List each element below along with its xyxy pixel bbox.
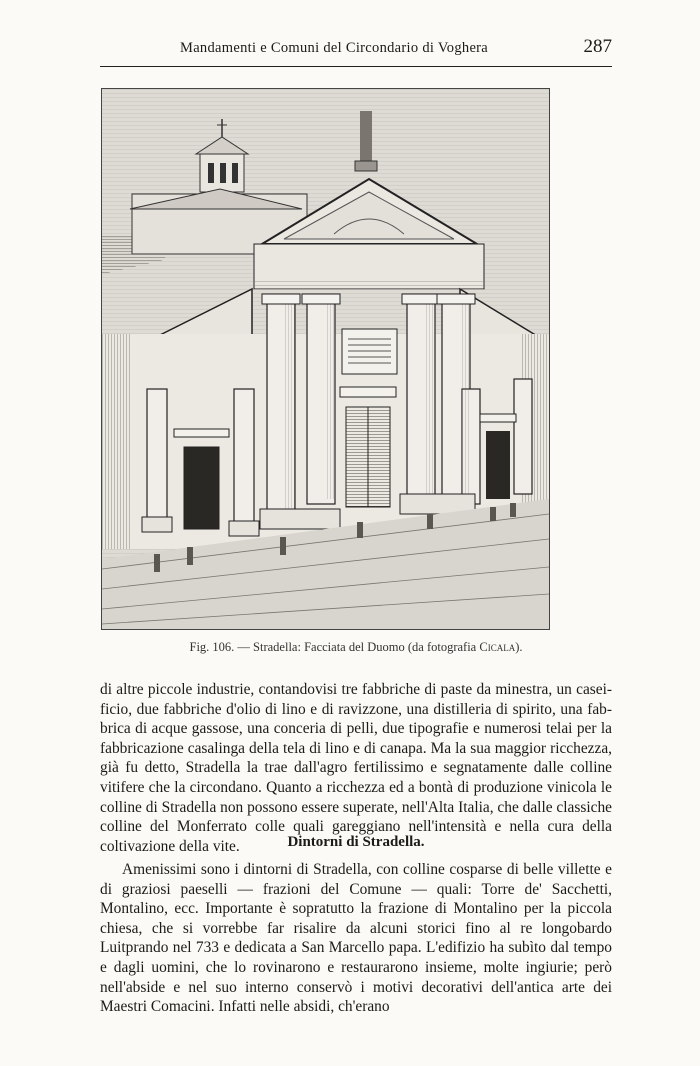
- page-number: 287: [583, 36, 612, 57]
- header-rule: [100, 66, 612, 67]
- church-facade-illustration: [101, 88, 550, 630]
- caption-text: Fig. 106. — Stradella: Facciata del Duomo (da fotografia: [189, 640, 477, 654]
- body-paragraph: Amenissimi sono i dintorni di Stradella, con colline cosparse di belle villette e di graziosi paeselli — frazioni del Comune — quali: Torre de' Sacchetti, Montalino, ecc. Importante è sopratutto la frazione di Montalino per la piccola chiesa, che si vorrebbe far risalire da alcuni storici fino al re longobardo Luitprando nel 733 e dedicata a San Marcello papa. L'edifizio ha subìto dal tempo e dagli uomini, che lo rovinarono e restaurarono insieme, molte ingiurie; però nell'abside e nel suo interno conservò i motivi decorativi dell'antica arte dei Maestri Comacini. Infatti nelle absidi, ch'erano: [100, 861, 612, 1016]
- engraving-facade-icon: [102, 89, 549, 629]
- section-heading: Dintorni di Stradella.: [287, 834, 425, 850]
- running-title: Mandamenti e Comuni del Circondario di Voghera: [180, 40, 489, 56]
- caption-suffix: ).: [515, 640, 523, 654]
- caption-credit: Cicala: [479, 640, 516, 654]
- running-header: [100, 36, 612, 62]
- body-paragraph: di altre piccole industrie, contandovisi tre fabbriche di paste da minestra, un casei-ficio, due fabbriche d'olio di lino e di ravizzone, una distilleria di spirito, una fab-brica di acque gassose, una conceria di pelli, due tipografie e numerosi telai per la fabbricazione casalinga della tela di lino e di canapa. Ma la sua maggior ricchezza, già fu detto, Stradella la trae dall'agro fertilissimo e segnatamente dalle colline vitifere che la circondano. Quanto a ricchezza ed a bontà di produzione vinicola le colline di Stradella non possono essere superate, nell'Alta Italia, che dalle classiche colline del Monferrato colle quali gareggiano nell'intensità e nella cura della coltivazione della vite.: [100, 681, 612, 855]
- figure-caption: [100, 640, 612, 655]
